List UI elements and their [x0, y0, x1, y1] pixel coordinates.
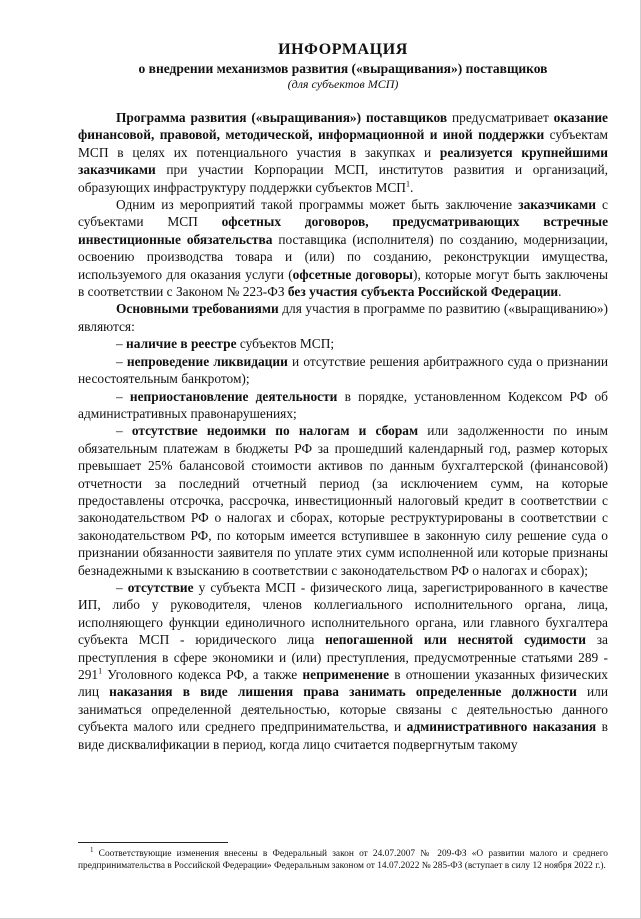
- audience-note: (для субъектов МСП): [287, 77, 399, 91]
- requirement-no-criminal-record: – отсутствие у субъекта МСП - физического лица, зарегистрированного в качестве ИП, либо у руководителя, членов коллегиального исполнительного органа, лица, исполняющего функции единоличного исполнительного органа, или главного бухгалтера субъекта МСП - юридического лица непогашенной или неснятой судимости за преступления в сфере экономики и (или) преступления, предусмотренные статьями $289 - 291^1$ Уголовного кодекса РФ, а также неприменение в отношении указанных физических лиц наказания в виде лишения права занимать определенные должности или заниматься определенной деятельностью, которые связаны с деятельностью данного субъекта малого или среднего предпринимательства, и административного наказания в виде дисквалификации в период, когда лицо считается подвергнутым такому: [78, 579, 608, 752]
- requirement-no-suspension: – неприостановление деятельности в порядке, установленном Кодексом РФ об административных правонарушениях;: [78, 388, 608, 421]
- document-body: [78, 40, 608, 753]
- paragraph-offset-contracts: Одним из мероприятий такой программы может быть заключение заказчиками с субъектами МСП офсетных договоров, предусматривающих встречные инвестиционные обязательства поставщика (исполнителя) по созданию, модернизации, освоению производства товара и (или) по созданию, реконструкции имущества, используемого для оказания услуги (офсетные договоры), которые могут быть заключены в соответствии с Законом № 223-ФЗ без участия субъекта Российской Федерации.: [78, 197, 609, 300]
- requirement-no-tax-arrears: – отсутствие недоимки по налогам и сборам или задолженности по иным обязательным платежам в бюджеты РФ за прошедший календарный год, размер которых превышает 25% балансовой стоимости активов по данным бухгалтерской (финансовой) отчетности за последний отчетный период (за исключением сумм, на которые предоставлены отсрочка, рассрочка, инвестиционный налоговый кредит в соответствии с законодательством РФ о налогах и сборах, которые реструктурированы в соответствии с законодательством РФ, по которым имеется вступившее в законную силу решение суда о признании обязанности заявителя по уплате этих сумм исполненной или которые признаны безнадежными к взысканию в соответствии с законодательством РФ о налогах и сборах);: [78, 423, 608, 578]
- requirement-registry: – наличие в реестре субъектов МСП;: [116, 336, 335, 352]
- paragraph-program-definition: Программа развития («выращивания») поставщиков предусматривает оказание финансовой, правовой, методической, информационной и иной поддержки субъектам МСП в целях их потенциального участия в закупках и реализуется крупнейшими заказчиками при участии Корпорации МСП, институтов развития и организаций, образующих инфраструктуру поддержки субъектов МСП$^1$.: [78, 110, 608, 195]
- footnote: $^1$ Соответствующие изменения внесены в Федеральный закон от 24.07.2007 № 209-ФЗ «О развитии малого и среднего предпринимательства в Российской Федерации» Федеральным законом от 14.07.2022 № 285-ФЗ (вступает в силу 12 ноября 2022 г.).: [78, 845, 608, 872]
- document-title: ИНФОРМАЦИЯ: [278, 41, 408, 58]
- footnote-separator: [78, 842, 228, 843]
- paragraph-requirements-intro: Основными требованиями для участия в программе по развитию («выращиванию») являются:: [78, 301, 608, 334]
- footnote-ref: 1: [405, 179, 410, 189]
- document-subtitle: о внедрении механизмов развития («выращивания») поставщиков: [138, 61, 548, 76]
- requirement-no-liquidation: – непроведение ликвидации и отсутствие решения арбитражного суда о признании несостоятельным банкротом);: [78, 353, 609, 387]
